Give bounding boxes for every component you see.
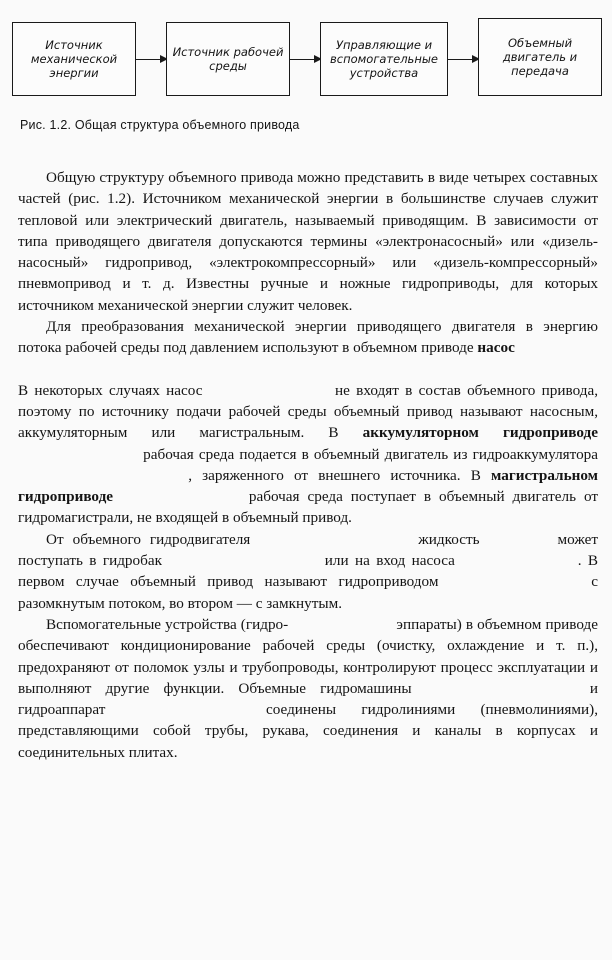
diagram-arrow-2 (290, 59, 320, 60)
p3-e: рабочая среда подается в объемный двигатель из гидроаккумулятора (143, 445, 598, 463)
p5-a: Вспомогательные устройства (гидро- (46, 615, 289, 633)
p3-b: не входят в состав объемного привода, поэтому по источнику подачи рабочей среды объемный привод называют насосным (18, 381, 599, 420)
paragraph-5 (18, 614, 598, 763)
diagram-box-volumetric-motor: Объемный двигатель и передача (478, 18, 602, 96)
diagram-arrow-3 (448, 59, 478, 60)
term-main-line-drive: магистральном гидроприводе (18, 466, 599, 506)
p5-c: и гидроаппарат (18, 679, 599, 719)
p3-c: , аккумуляторным или магистральным. В (18, 402, 598, 442)
p4-f: с разомкнутым потоком, во втором — с замкнутым. (18, 573, 599, 612)
diagram-arrow-1 (136, 59, 166, 60)
diagram-box-working-medium-source: Источник рабочей среды (166, 22, 290, 96)
term-accumulator-drive: аккумуляторном гидроприводе (362, 424, 598, 442)
p3-a: В некоторых случаях насос (18, 381, 203, 399)
paragraph-1: Общую структуру объемного привода можно представить в виде четырех составных частей (рис. 1.2). Источником механической энергии в большинстве случаев служит тепловой или электрический двигатель, называемый приводящим. В зависимости от типа приводящего двигателя допускаются термины «электронасосный» или «дизель-насосный» гидропривод, «электрокомпрессорный» или «дизель-компрессорный» пневмопривод и т. д. Известны ручные и ножные гидроприводы, для которых источником механической энергии служит человек. (18, 169, 598, 314)
p4-a: От объемного гидродвигателя (46, 530, 251, 548)
p5-d: соединены гидролиниями (пневмолиниями), представляющими собой трубы, рукава, соединения и каналы в корпусах и соединительных плитах. (18, 701, 599, 761)
p3-i: , не входящей в объемный привод. (129, 509, 352, 527)
term-pump: насос (477, 339, 515, 357)
p2-text: Для преобразования механической энергии приводящего двигателя в энергию потока рабочей среды под давлением используют в объемном приводе (18, 318, 598, 357)
paragraph-3 (18, 380, 598, 529)
p3-f: , заряженного от внешнего источника. В (188, 466, 481, 484)
p5-b: эппараты) в объемном приводе обеспечивают кондиционирование рабочей среды (очистку, охлаждение и т. п.), предохраняют от поломок узлы и трубопроводы, контролируют процесс эксплуатации и выполняют другие функции. Объемные гидромашины (18, 615, 598, 697)
p4-b: жидкость (418, 530, 480, 548)
paragraph-2 (18, 316, 598, 359)
diagram-box-mechanical-energy-source: Источник механической энергии (12, 22, 136, 96)
paragraph-4 (18, 529, 598, 614)
p4-c: может поступать в гидробак (18, 530, 599, 570)
p4-d: или на вход насоса (324, 552, 455, 570)
figure-caption: Рис. 1.2. Общая структура объемного привода (20, 118, 300, 132)
diagram-box-control-devices: Управляющие и вспомогательные устройства (320, 22, 448, 96)
body-text (18, 167, 598, 763)
p4-e: . В первом случае объемный привод называют гидроприводом (18, 552, 599, 591)
p3-h: рабочая среда поступает в объемный двигатель от гидромагистрали (18, 488, 598, 527)
